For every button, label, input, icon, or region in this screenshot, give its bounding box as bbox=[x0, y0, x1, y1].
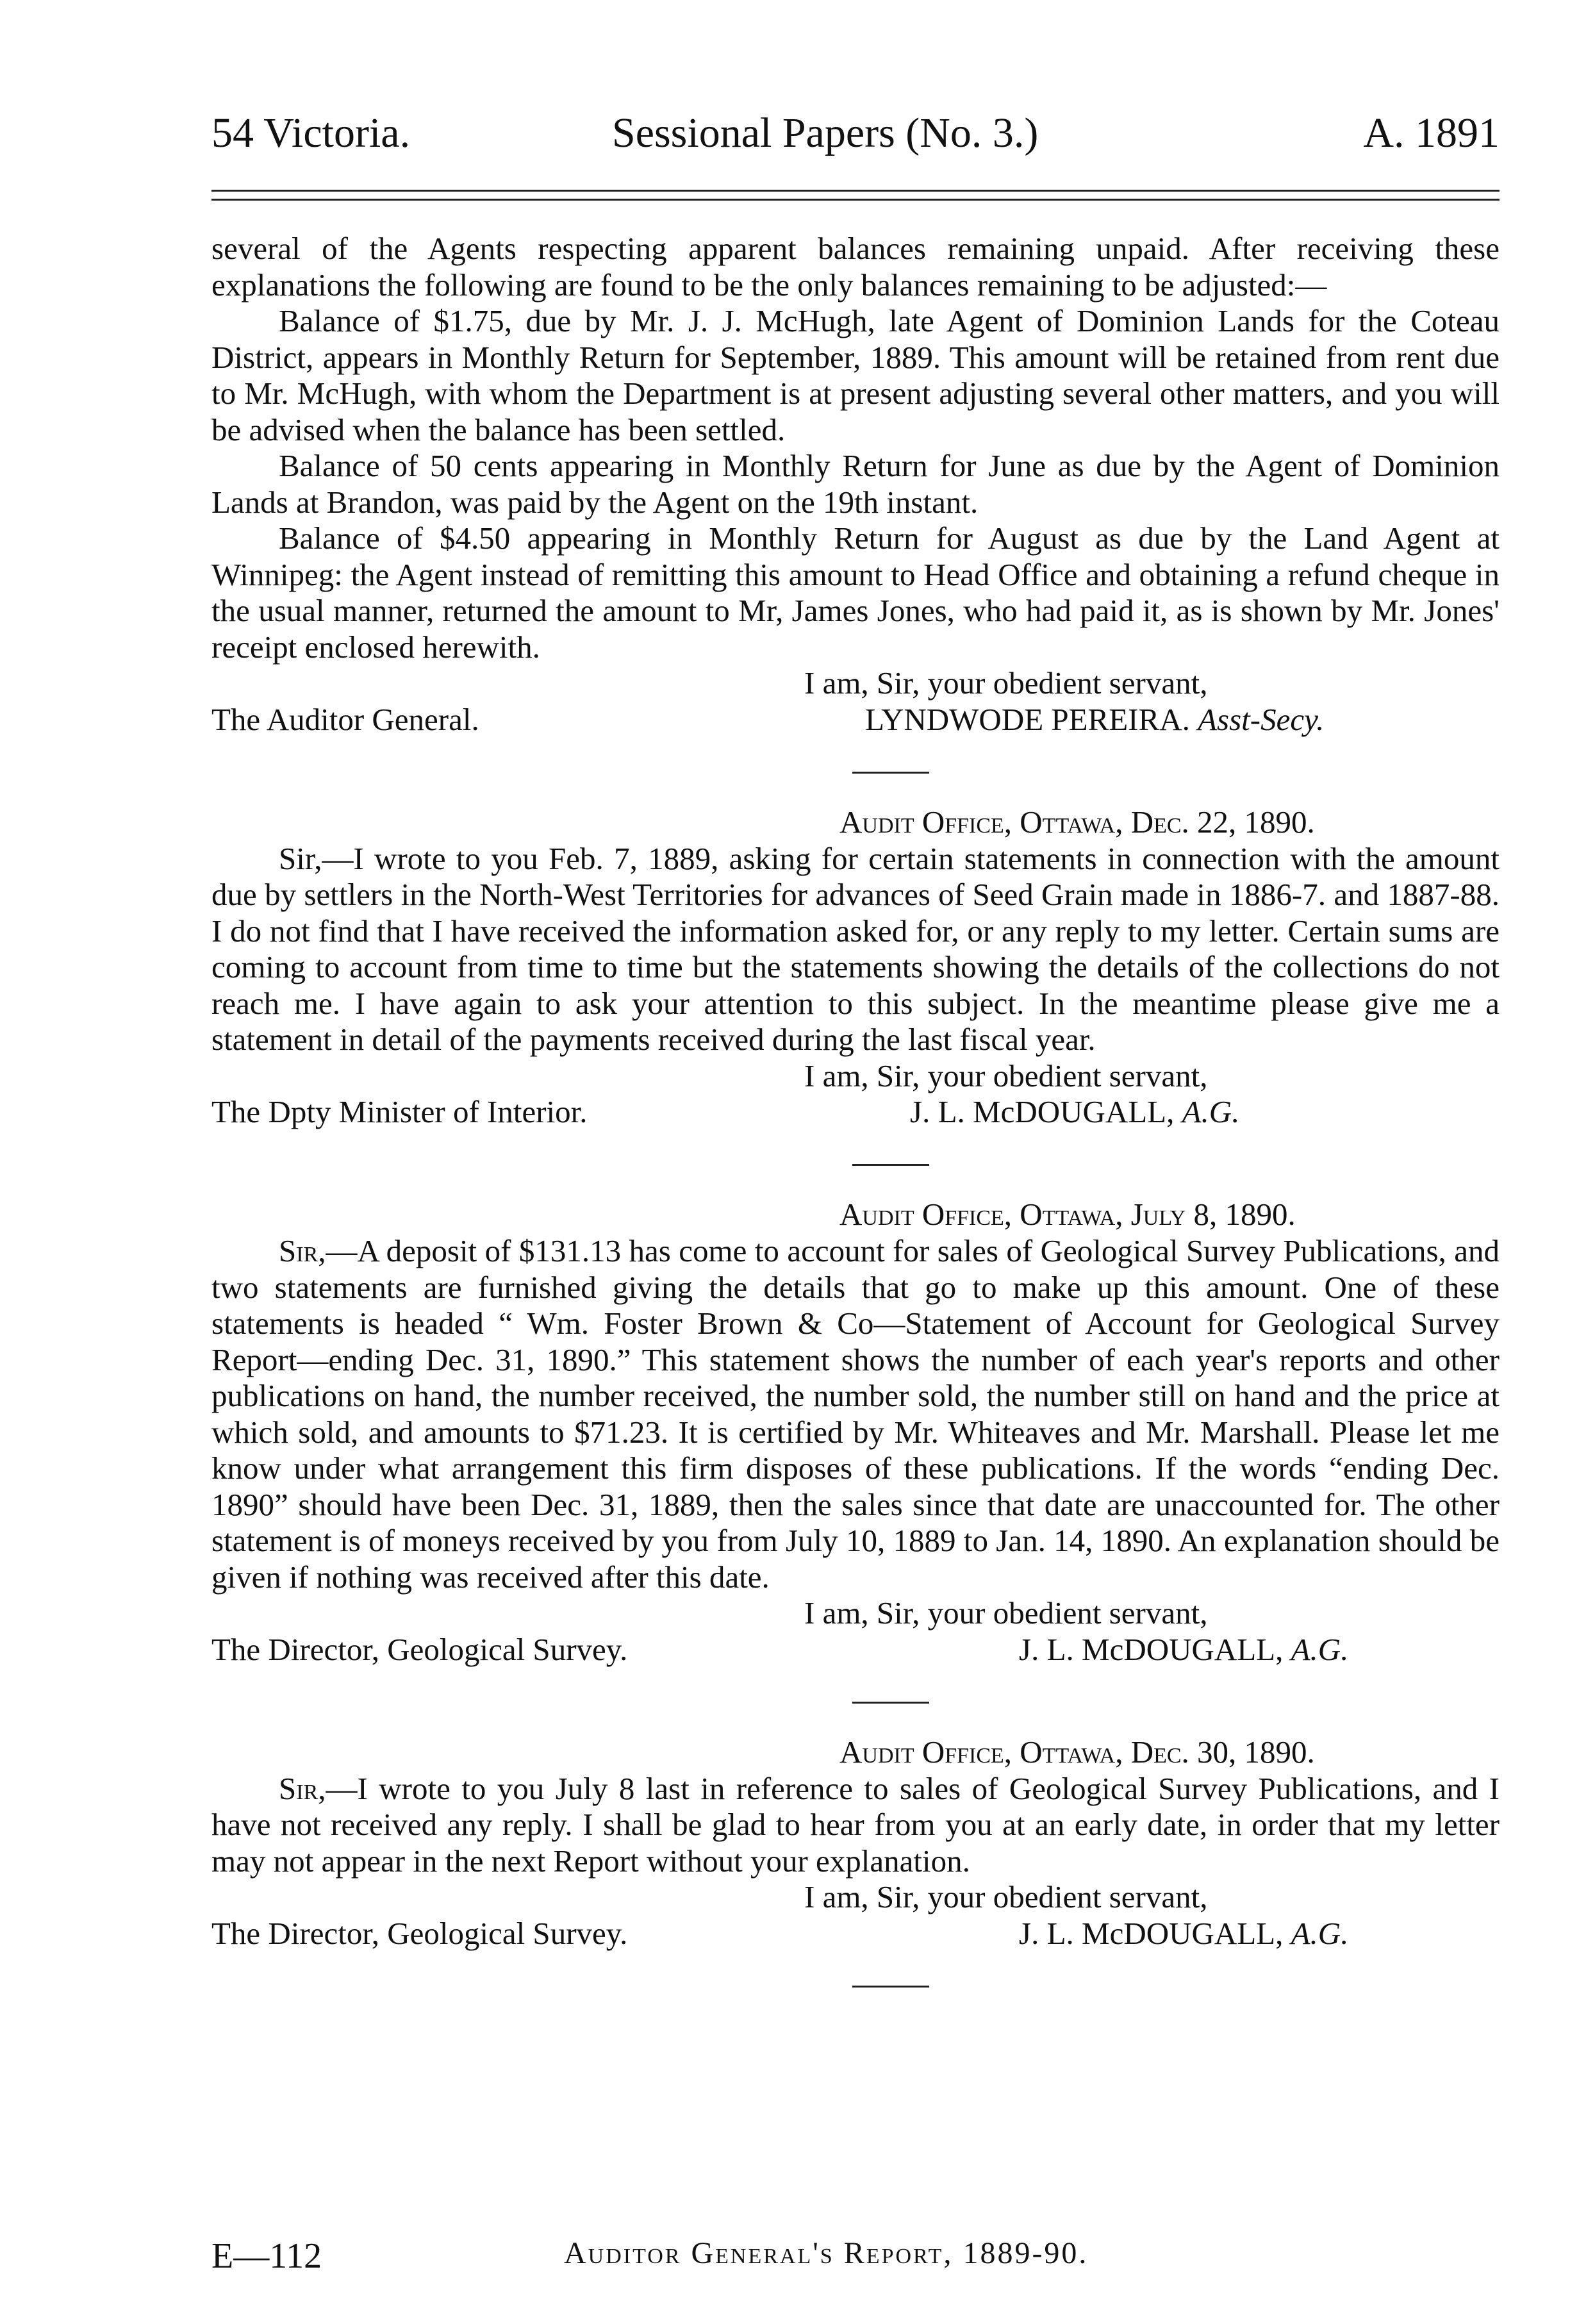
footer-page-number: E—112 bbox=[211, 2236, 322, 2276]
letter3-signature-name: J. L. McDOUGALL, bbox=[1019, 1631, 1284, 1667]
letter2-signature bbox=[910, 1094, 1500, 1131]
letter4-closing: I am, Sir, your obedient servant, bbox=[804, 1879, 1208, 1914]
letter2-dateline: Audit Office, Ottawa, Dec. 22, 1890. bbox=[839, 804, 1315, 840]
letter3-dateline: Audit Office, Ottawa, July 8, 1890. bbox=[839, 1197, 1296, 1232]
letter-seed-grain bbox=[211, 804, 1500, 1131]
letter2-signature-title: A.G. bbox=[1182, 1094, 1240, 1129]
letter4-dateline: Audit Office, Ottawa, Dec. 30, 1890. bbox=[839, 1734, 1315, 1770]
letter2-body: Sir,—I wrote to you Feb. 7, 1889, asking for certain statements in connection with the amount due by settlers in the North-West Territories for advances of Seed Grain made in 1886-7. and 1887-88. I do not find that I have received the information asked for, or any reply to my letter. Certain sums are coming to account from time to time but the statements showing the details of the collections do not reach me. I have again to ask your attention to this subject. In the meantime please give me a statement in detail of the payments received during the last fiscal year. bbox=[211, 840, 1500, 1057]
separator-rule bbox=[852, 1986, 929, 1988]
header-rule-bottom bbox=[211, 199, 1500, 201]
separator-rule bbox=[852, 1164, 929, 1166]
letter1-signature bbox=[865, 702, 1500, 738]
header-year: A. 1891 bbox=[1363, 110, 1500, 156]
letter-geological-deposit bbox=[211, 1197, 1500, 1668]
letter4-body bbox=[211, 1771, 1500, 1880]
letter1-paragraph-2: Balance of $1.75, due by Mr. J. J. McHugh, late Agent of Dominion Lands for the Coteau District, appears in Monthly Return for September, 1889. This amount will be retained from rent due to Mr. McHugh, with whom the Department is at present adjusting several other matters, and you will be advised when the balance has been settled. bbox=[211, 303, 1500, 447]
letter1-paragraph-1: several of the Agents respecting apparent balances remaining unpaid. After receiving these explanations the following are found to be the only balances remaining to be adjusted:— bbox=[211, 231, 1500, 303]
letter1-signature-line bbox=[211, 702, 1500, 738]
letter3-salutation: Sir, bbox=[279, 1233, 326, 1268]
letter1-signature-title: Asst-Secy. bbox=[1198, 701, 1325, 737]
letter2-addressee: The Dpty Minister of Interior. bbox=[211, 1094, 588, 1129]
header-session: 54 Victoria. bbox=[211, 110, 411, 156]
letter3-body bbox=[211, 1233, 1500, 1595]
letter1-closing: I am, Sir, your obedient servant, bbox=[804, 665, 1208, 701]
page-footer bbox=[211, 2236, 1500, 2280]
letter4-signature-title: A.G. bbox=[1291, 1915, 1349, 1951]
letter2-signature-name: J. L. McDOUGALL, bbox=[910, 1094, 1175, 1129]
letter4-signature bbox=[1019, 1916, 1500, 1952]
letter3-body-text: —A deposit of $131.13 has come to account for sales of Geological Survey Publications, and two statements are furnished giving the details that go to make up this amount. One of these statements is headed “ Wm. Foster Brown & Co—Statement of Account for Geological Survey Report—ending Dec. 31, 1890.” This statement shows the number of each year's reports and other publications on hand, the number received, the number sold, the number still on hand and the price at which sold, and amounts to $71.23. It is certified by Mr. Whiteaves and Mr. Marshall. Please let me know under what arrangement this firm disposes of these publications. If the words “ending Dec. 1890” should have been Dec. 31, 1889, then the sales since that date are unaccounted for. The other statement is of moneys received by you from July 10, 1889 to Jan. 14, 1890. An explanation should be given if nothing was received after this date. bbox=[211, 1233, 1500, 1595]
letter1-paragraph-4: Balance of $4.50 appearing in Monthly Return for August as due by the Land Agent at Winnipeg: the Agent instead of remitting this amount to Head Office and obtaining a refund cheque in the usual manner, returned the amount to Mr, James Jones, who had paid it, as is shown by Mr. Jones' receipt enclosed herewith. bbox=[211, 520, 1500, 665]
letter2-closing: I am, Sir, your obedient servant, bbox=[804, 1058, 1208, 1093]
separator-rule bbox=[852, 1702, 929, 1704]
letter2-signature-line bbox=[211, 1094, 1500, 1131]
letter1-signature-name: LYNDWODE PEREIRA. bbox=[865, 701, 1190, 737]
letter4-signature-line bbox=[211, 1916, 1500, 1952]
letter3-signature-title: A.G. bbox=[1291, 1631, 1349, 1667]
letter4-signature-name: J. L. McDOUGALL, bbox=[1019, 1915, 1284, 1951]
letter-pereira bbox=[211, 231, 1500, 738]
header-rule-top bbox=[211, 190, 1500, 192]
footer-report-title: Auditor General's Report, 1889-90. bbox=[564, 2236, 1089, 2270]
letter3-signature-line bbox=[211, 1632, 1500, 1668]
letter-geological-followup bbox=[211, 1734, 1500, 1952]
letter3-closing: I am, Sir, your obedient servant, bbox=[804, 1595, 1208, 1631]
separator-rule bbox=[852, 772, 929, 774]
page-header bbox=[211, 109, 1500, 160]
letter4-addressee: The Director, Geological Survey. bbox=[211, 1915, 628, 1951]
letter1-paragraph-3: Balance of 50 cents appearing in Monthly Return for June as due by the Agent of Dominion Lands at Brandon, was paid by the Agent on the 19th instant. bbox=[211, 448, 1500, 520]
letter3-addressee: The Director, Geological Survey. bbox=[211, 1631, 628, 1667]
page-body bbox=[211, 231, 1500, 2018]
letter1-addressee: The Auditor General. bbox=[211, 701, 479, 737]
letter3-signature bbox=[1019, 1632, 1500, 1668]
document-page bbox=[211, 0, 1500, 2324]
header-series: Sessional Papers (No. 3.) bbox=[612, 110, 1039, 156]
letter4-body-text: —I wrote to you July 8 last in reference to sales of Geological Survey Publications, and I have not received any reply. I shall be glad to hear from you at an early date, in order that my letter may not appear in the next Report without your explanation. bbox=[211, 1770, 1500, 1879]
letter4-salutation: Sir, bbox=[279, 1770, 326, 1806]
